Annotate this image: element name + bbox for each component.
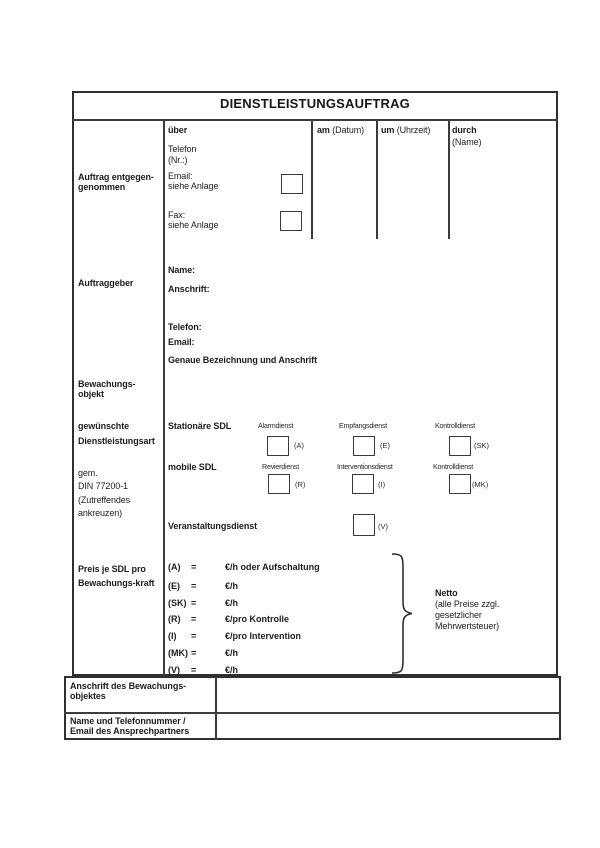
curly-brace: [390, 553, 414, 674]
footer-ansprechpartner-label-line1: Name und Telefonnummer /: [70, 716, 186, 726]
stationary-sdl-label: Stationäre SDL: [168, 421, 232, 431]
checkbox-kontrolldienst-sk[interactable]: [449, 436, 471, 456]
fax-label: Fax:: [168, 210, 186, 220]
netto-note-line3: Mehrwertsteuer): [435, 621, 500, 631]
price-value: €/h oder Aufschaltung: [225, 562, 320, 572]
checkbox-alarmdienst[interactable]: [267, 436, 289, 456]
price-eq: =: [191, 581, 197, 591]
footer-anschrift-label-line2: objektes: [70, 691, 106, 701]
client-name-label: Name:: [168, 265, 196, 275]
price-eq: =: [191, 562, 197, 572]
received-label-line1: Auftrag entgegen-: [78, 172, 154, 182]
revierdienst-code: (R): [295, 480, 306, 489]
price-value: €/pro Intervention: [225, 631, 302, 641]
kontrolldienst-sk-code: (SK): [474, 441, 489, 450]
veranstaltungsdienst-code: (V): [378, 522, 388, 531]
price-value: €/h: [225, 598, 239, 608]
price-eq: =: [191, 648, 197, 658]
am-datum-header: [317, 125, 364, 135]
durch-column-divider: [448, 121, 450, 239]
footer-anschrift-label-line1: Anschrift des Bewachungs-: [70, 681, 187, 691]
um-header-rest: (Uhrzeit): [394, 125, 431, 135]
services-label-line2: Dienstleistungsart: [78, 436, 155, 446]
price-value: €/pro Kontrolle: [225, 614, 290, 624]
kontrolldienst-sk-label: Kontrolldienst: [435, 421, 476, 430]
price-eq: =: [191, 665, 197, 675]
objekt-label-line2: objekt: [78, 389, 104, 399]
am-header-bold: am: [317, 125, 330, 135]
telefon-nr-label: (Nr.:): [168, 155, 188, 165]
alarmdienst-label: Alarmdienst: [258, 421, 294, 430]
empfangsdienst-label: Empfangsdienst: [339, 421, 388, 430]
durch-header: durch: [452, 125, 477, 135]
kontrolldienst-mk-label: Kontrolldienst: [433, 462, 474, 471]
interventionsdienst-label: Interventionsdienst: [337, 462, 393, 471]
client-anschrift-label: Anschrift:: [168, 284, 210, 294]
price-row: [168, 614, 289, 624]
ansprechpartner-field[interactable]: [219, 715, 559, 738]
empfangsdienst-code: (E): [380, 441, 390, 450]
price-row: [168, 581, 238, 591]
price-code: (R): [168, 614, 181, 624]
checkbox-interventionsdienst[interactable]: [352, 474, 374, 494]
checkbox-veranstaltungsdienst[interactable]: [353, 514, 375, 536]
checkbox-email-anlage[interactable]: [281, 174, 303, 194]
price-row: [168, 648, 238, 658]
um-column-divider: [376, 121, 378, 239]
durch-name-header: (Name): [452, 137, 482, 147]
client-label: Auftraggeber: [78, 278, 134, 288]
alarmdienst-code: (A): [294, 441, 304, 450]
netto-note-line2: gesetzlicher: [435, 610, 482, 620]
um-header-bold: um: [381, 125, 395, 135]
checkbox-fax-anlage[interactable]: [280, 211, 302, 231]
footer-column-divider: [215, 676, 217, 740]
um-uhrzeit-header: [381, 125, 430, 135]
price-row: [168, 665, 238, 675]
price-row: [168, 562, 320, 572]
revierdienst-label: Revierdienst: [262, 462, 299, 471]
received-label-line2: genommen: [78, 182, 126, 192]
genaue-bezeichnung-label: Genaue Bezeichnung und Anschrift: [168, 355, 317, 365]
services-note-line2: DIN 77200-1: [78, 481, 128, 491]
fax-anlage-label: siehe Anlage: [168, 220, 219, 230]
price-value: €/h: [225, 648, 239, 658]
email-label: Email:: [168, 171, 193, 181]
am-header-rest: (Datum): [329, 125, 365, 135]
price-code: (V): [168, 665, 180, 675]
footer-ansprechpartner-label-line2: Email des Ansprechpartners: [70, 726, 190, 736]
price-row: [168, 631, 301, 641]
services-label-line1: gewünschte: [78, 421, 130, 431]
label-column-divider: [163, 121, 165, 676]
price-label-line1: Preis je SDL pro: [78, 564, 146, 574]
price-eq: =: [191, 614, 197, 624]
checkbox-empfangsdienst[interactable]: [353, 436, 375, 456]
netto-label: Netto: [435, 588, 458, 598]
price-value: €/h: [225, 581, 239, 591]
price-row: [168, 598, 238, 608]
email-anlage-label: siehe Anlage: [168, 181, 219, 191]
services-note-line3: (Zutreffendes: [78, 495, 131, 505]
telefon-label: Telefon: [168, 144, 197, 154]
price-code: (I): [168, 631, 177, 641]
price-value: €/h: [225, 665, 239, 675]
price-code: (SK): [168, 598, 187, 608]
services-note-line4: ankreuzen): [78, 508, 123, 518]
price-label-line2: Bewachungs-kraft: [78, 578, 155, 588]
price-code: (A): [168, 562, 181, 572]
anschrift-bewachungsobjekt-field[interactable]: [219, 679, 559, 711]
uber-header: über: [168, 125, 188, 135]
objekt-label-line1: Bewachungs-: [78, 379, 136, 389]
netto-note-line1: (alle Preise zzgl.: [435, 599, 500, 609]
footer-row-divider: [64, 712, 561, 714]
veranstaltungsdienst-label: Veranstaltungsdienst: [168, 521, 258, 531]
client-telefon-label: Telefon:: [168, 322, 202, 332]
mobile-sdl-label: mobile SDL: [168, 462, 217, 472]
client-email-label: Email:: [168, 337, 195, 347]
checkbox-kontrolldienst-mk[interactable]: [449, 474, 471, 494]
price-eq: =: [191, 631, 197, 641]
price-eq: =: [191, 598, 197, 608]
am-column-divider: [311, 121, 313, 239]
services-note-line1: gem.: [78, 468, 98, 478]
kontrolldienst-mk-code: (MK): [472, 480, 489, 489]
price-code: (MK): [168, 648, 188, 658]
title-separator: [72, 119, 558, 121]
interventionsdienst-code: (I): [378, 480, 386, 489]
price-code: (E): [168, 581, 180, 591]
checkbox-revierdienst[interactable]: [268, 474, 290, 494]
form-title: DIENSTLEISTUNGSAUFTRAG: [219, 96, 410, 111]
